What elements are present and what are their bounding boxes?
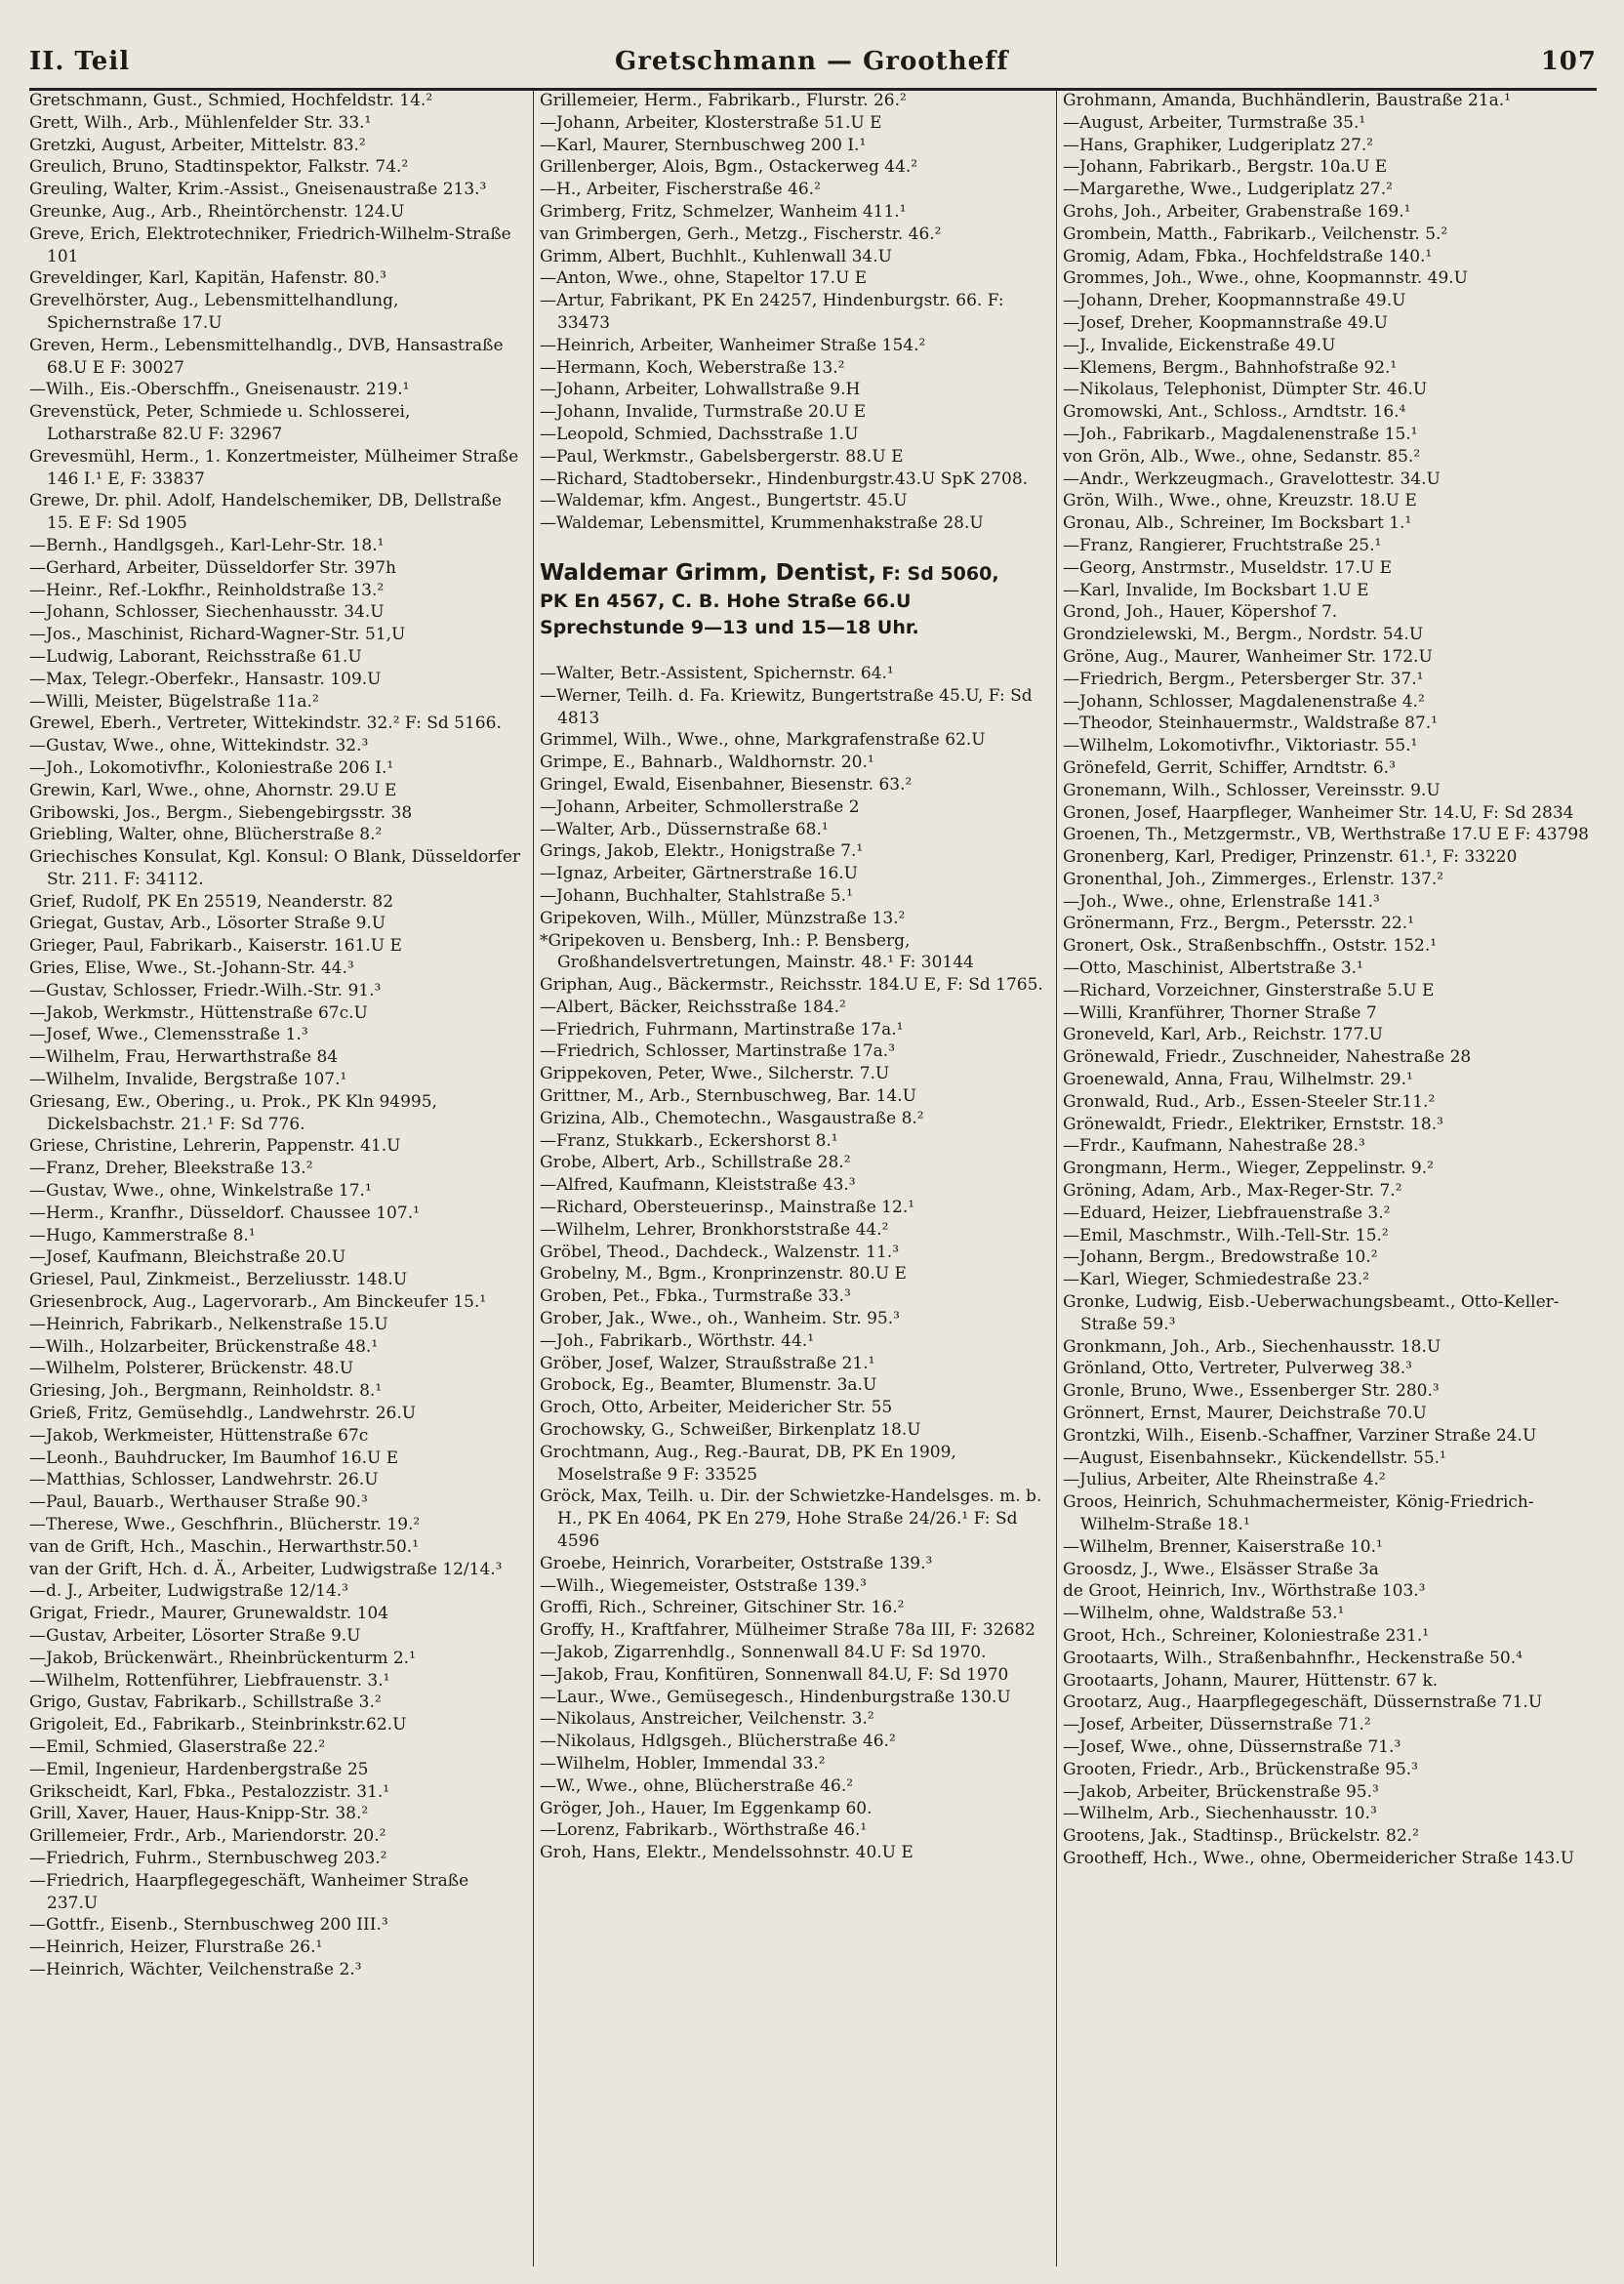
directory-entry: Gringel, Ewald, Eisenbahner, Biesenstr. 63.² [540, 774, 913, 795]
directory-entry: Grootaarts, Johann, Maurer, Hüttenstr. 67 k. [1063, 1670, 1439, 1691]
column-1 [29, 90, 523, 2266]
directory-entry: —Johann, Schlosser, Magdalenenstraße 4.² [1063, 691, 1425, 712]
directory-entry: Grett, Wilh., Arb., Mühlenfelder Str. 33.¹ [29, 112, 372, 133]
directory-entry: Grigo, Gustav, Fabrikarb., Schillstraße 3.² [29, 1693, 382, 1713]
ad-address: PK En 4567, C. B. Hohe Straße 66.U [540, 590, 912, 612]
directory-entry: —Margarethe, Wwe., Ludgeriplatz 27.² [1063, 180, 1393, 200]
directory-entry: —Joh., Fabrikarb., Wörthstr. 44.¹ [540, 1330, 815, 1351]
directory-entry: Grooten, Friedr., Arb., Brückenstraße 95.³ [1063, 1759, 1418, 1779]
page-range-title: Gretschmann — Grootheff [615, 47, 1009, 76]
directory-entry: Gröne, Aug., Maurer, Wanheimer Str. 172.U [1063, 646, 1433, 667]
directory-entry: Grizina, Alb., Chemotechn., Wasgaustraße 8.² [540, 1108, 924, 1128]
directory-entry: Greuling, Walter, Krim.-Assist., Gneisenaustraße 213.³ [29, 180, 487, 200]
directory-entry: Gröbel, Theod., Dachdeck., Walzenstr. 11.³ [540, 1242, 900, 1262]
directory-entry: —Nikolaus, Hdlgsgeh., Blücherstraße 46.² [540, 1732, 896, 1752]
directory-entry: —Joh., Fabrikarb., Magdalenenstraße 15.¹ [1063, 424, 1418, 444]
directory-entry: —Johann, Fabrikarb., Bergstr. 10a.U E [1063, 157, 1388, 178]
directory-entry: Groh, Hans, Elektr., Mendelssohnstr. 40.U E [540, 1843, 914, 1863]
directory-entry: Grönewaldt, Friedr., Elektriker, Ernststr. 18.³ [1063, 1114, 1443, 1134]
directory-entry: —Emil, Schmied, Glaserstraße 22.² [29, 1736, 326, 1757]
directory-entry: —Willi, Kranführer, Thorner Straße 7 [1063, 1002, 1377, 1023]
directory-entry: Grillemeier, Frdr., Arb., Mariendorstr. 20.² [29, 1826, 386, 1847]
directory-entry: —d. J., Arbeiter, Ludwigstraße 12/14.³ [29, 1581, 348, 1602]
directory-entry: —Georg, Anstrmstr., Museldstr. 17.U E [1063, 557, 1393, 578]
directory-entry: —Jakob, Zigarrenhdlg., Sonnenwall 84.U F: Sd 1970. [540, 1643, 987, 1662]
directory-entry: —Johann, Invalide, Turmstraße 20.U E [540, 402, 867, 423]
directory-entry: —Joh., Wwe., ohne, Erlenstraße 141.³ [1063, 891, 1380, 912]
directory-entry: Griegat, Gustav, Arb., Lösorter Straße 9.U [29, 914, 386, 934]
directory-entry: —Wilhelm, Arb., Siechenhausstr. 10.³ [1063, 1804, 1377, 1824]
directory-entry: Griesing, Joh., Bergmann, Reinholdstr. 8.¹ [29, 1381, 383, 1402]
directory-entry: —Hugo, Kammerstraße 8.¹ [29, 1225, 256, 1245]
directory-entry: —Wilhelm, Lehrer, Bronkhorststraße 44.² [540, 1219, 889, 1240]
directory-entry: Gröning, Adam, Arb., Max-Reger-Str. 7.² [1063, 1181, 1402, 1202]
directory-entry: —Andr., Werkzeugmach., Gravelottestr. 34.U [1063, 469, 1441, 489]
directory-entry: van de Grift, Hch., Maschin., Herwarthstr.50.¹ [29, 1536, 420, 1557]
directory-entry: Gröber, Josef, Walzer, Straußstraße 21.¹ [540, 1353, 875, 1373]
directory-entry: Griechisches Konsulat, Kgl. Konsul: O Blank, Düsseldorfer Str. 211. F: 34112. [29, 847, 521, 889]
directory-entry: Grimberg, Fritz, Schmelzer, Wanheim 411.¹ [540, 201, 907, 222]
directory-entry: —Gustav, Schlosser, Friedr.-Wilh.-Str. 91.³ [29, 980, 382, 1000]
directory-entry: Grewe, Dr. phil. Adolf, Handelschemiker, DB, Dellstraße 15. E F: Sd 1905 [29, 491, 502, 534]
directory-entry: —Heinr., Ref.-Lokfhr., Reinholdstraße 13.² [29, 580, 385, 600]
directory-entry: Grochtmann, Aug., Reg.-Baurat, DB, PK En 1909, Moselstraße 9 F: 33525 [540, 1442, 956, 1485]
directory-entry: Gretzki, August, Arbeiter, Mittelstr. 83.² [29, 135, 366, 155]
directory-entry: —Friedrich, Bergm., Petersberger Str. 37.¹ [1063, 669, 1424, 689]
directory-entry: Gries, Elise, Wwe., St.-Johann-Str. 44.³ [29, 958, 354, 979]
directory-entry: —Werner, Teilh. d. Fa. Kriewitz, Bungertstraße 45.U, F: Sd 4813 [540, 685, 1033, 728]
directory-entry: Grobelny, M., Bgm., Kronprinzenstr. 80.U E [540, 1264, 907, 1285]
directory-entry: —Emil, Maschmstr., Wilh.-Tell-Str. 15.² [1063, 1225, 1389, 1245]
directory-entry: —Jakob, Werkmeister, Hüttenstraße 67c [29, 1425, 369, 1446]
directory-entry: —Therese, Wwe., Geschfhrin., Blücherstr. 19.² [29, 1515, 421, 1534]
directory-entry: —Wilhelm, Brenner, Kaiserstraße 10.¹ [1063, 1536, 1383, 1557]
directory-entry: —Frdr., Kaufmann, Nahestraße 28.³ [1063, 1136, 1365, 1157]
directory-entry: —Herm., Kranfhr., Düsseldorf. Chaussee 107.¹ [29, 1203, 420, 1223]
directory-entry: Gronle, Bruno, Wwe., Essenberger Str. 280.³ [1063, 1381, 1440, 1402]
directory-entry: Grimm, Albert, Buchhlt., Kuhlenwall 34.U [540, 246, 892, 266]
directory-entry: —Wilh., Holzarbeiter, Brückenstraße 48.¹ [29, 1336, 379, 1357]
directory-entry: Grimpe, E., Bahnarb., Waldhornstr. 20.¹ [540, 753, 874, 773]
directory-entry: —Waldemar, Lebensmittel, Krummenhakstraße 28.U [540, 513, 984, 534]
directory-entry: Grobock, Eg., Beamter, Blumenstr. 3a.U [540, 1375, 877, 1396]
directory-entry: Grochowsky, G., Schweißer, Birkenplatz 18.U [540, 1420, 921, 1441]
directory-entry: Grönland, Otto, Vertreter, Pulverweg 38.³ [1063, 1359, 1412, 1379]
directory-entry: Grevenstück, Peter, Schmiede u. Schlosserei, Lotharstraße 82.U F: 32967 [29, 402, 411, 444]
directory-entry: Grootaarts, Wilh., Straßenbahnfhr., Heckenstraße 50.⁴ [1063, 1648, 1522, 1668]
page-number: 107 [1540, 47, 1597, 76]
directory-entry: Grönnert, Ernst, Maurer, Deichstraße 70.U [1063, 1404, 1427, 1424]
directory-entry: Groenen, Th., Metzgermstr., VB, Werthstraße 17.U E F: 43798 [1063, 825, 1589, 845]
section-label: II. Teil [29, 47, 131, 76]
directory-entry: Gretschmann, Gust., Schmied, Hochfeldstr. 14.² [29, 91, 433, 110]
directory-entry: —Heinrich, Fabrikarb., Nelkenstraße 15.U [29, 1314, 388, 1334]
directory-entry: Grobe, Albert, Arb., Schillstraße 28.² [540, 1153, 851, 1173]
directory-entry: —Gustav, Wwe., ohne, Wittekindstr. 32.³ [29, 736, 369, 756]
directory-entry: Gronemann, Wilh., Schlosser, Vereinsstr. 9.U [1063, 780, 1441, 800]
directory-entry: —Paul, Bauarb., Werthauser Straße 90.³ [29, 1492, 368, 1513]
directory-entry: Groffi, Rich., Schreiner, Gitschiner Str. 16.² [540, 1598, 905, 1618]
directory-entry: —Leopold, Schmied, Dachsstraße 1.U [540, 424, 859, 444]
directory-entry: Greven, Herm., Lebensmittelhandlg., DVB, Hansastraße 68.U E F: 30027 [29, 335, 504, 378]
directory-entry: —Wilh., Wiegemeister, Oststraße 139.³ [540, 1575, 867, 1596]
directory-entry: Grober, Jak., Wwe., oh., Wanheim. Str. 95.³ [540, 1309, 900, 1329]
directory-entry: —Ludwig, Laborant, Reichsstraße 61.U [29, 646, 362, 667]
directory-entry: Groosdz, J., Wwe., Elsässer Straße 3a [1063, 1559, 1379, 1579]
directory-entry: —Richard, Vorzeichner, Ginsterstraße 5.U E [1063, 980, 1435, 1000]
directory-entry: —Lorenz, Fabrikarb., Wörthstraße 46.¹ [540, 1820, 868, 1841]
directory-entry: —Johann, Arbeiter, Schmollerstraße 2 [540, 796, 860, 817]
directory-entry: Grommes, Joh., Wwe., ohne, Koopmannstr. 49.U [1063, 268, 1469, 289]
directory-entry: —Leonh., Bauhdrucker, Im Baumhof 16.U E [29, 1448, 399, 1468]
directory-entry: —Laur., Wwe., Gemüsegesch., Hindenburgstraße 130.U [540, 1687, 1011, 1707]
directory-entry: —Josef, Kaufmann, Bleichstraße 20.U [29, 1247, 346, 1268]
directory-entry: Grigat, Friedr., Maurer, Grunewaldstr. 104 [29, 1604, 389, 1624]
directory-entry: Grombein, Matth., Fabrikarb., Veilchenstr. 5.² [1063, 224, 1448, 244]
directory-entry: Grongmann, Herm., Wieger, Zeppelinstr. 9.² [1063, 1159, 1434, 1179]
directory-entry: —Wilhelm, Polsterer, Brückenstr. 48.U [29, 1359, 354, 1379]
page-header [29, 45, 1597, 91]
directory-entry: —Gerhard, Arbeiter, Düsseldorfer Str. 397h [29, 557, 397, 578]
directory-entry: —Jakob, Frau, Konfitüren, Sonnenwall 84.U, F: Sd 1970 [540, 1664, 1009, 1685]
directory-entry: Grill, Xaver, Hauer, Haus-Knipp-Str. 38.² [29, 1804, 369, 1824]
directory-entry: Griese, Christine, Lehrerin, Pappenstr. 41.U [29, 1136, 401, 1157]
directory-entry: —Albert, Bäcker, Reichsstraße 184.² [540, 997, 846, 1017]
directory-entry: —Johann, Schlosser, Siechenhausstr. 34.U [29, 602, 385, 623]
directory-entry: —Ignaz, Arbeiter, Gärtnerstraße 16.U [540, 864, 858, 884]
dentist-advertisement [540, 560, 1051, 641]
directory-entry: —Jakob, Werkmstr., Hüttenstraße 67c.U [29, 1002, 368, 1023]
directory-entry: —Wilhelm, Rottenführer, Liebfrauenstr. 3.¹ [29, 1670, 390, 1691]
directory-entry: Grieß, Fritz, Gemüsehdlg., Landwehrstr. 26.U [29, 1404, 417, 1424]
directory-entry: Grillemeier, Herm., Fabrikarb., Flurstr. 26.² [540, 91, 907, 110]
directory-entry: Gromowski, Ant., Schloss., Arndtstr. 16.⁴ [1063, 402, 1406, 423]
directory-entry: Grootarz, Aug., Haarpflegegeschäft, Düssernstraße 71.U [1063, 1693, 1543, 1713]
directory-entry: Gripekoven, Wilh., Müller, Münzstraße 13.² [540, 908, 906, 928]
directory-entry: —Nikolaus, Anstreicher, Veilchenstr. 3.² [540, 1709, 874, 1730]
directory-entry: —Waldemar, kfm. Angest., Bungertstr. 45.U [540, 491, 908, 511]
directory-entry: —Franz, Dreher, Bleekstraße 13.² [29, 1159, 313, 1179]
directory-entry: Grittner, M., Arb., Sternbuschweg, Bar. 14.U [540, 1086, 916, 1107]
directory-entry: van Grimbergen, Gerh., Metzg., Fischerstr. 46.² [540, 224, 942, 244]
directory-entry: —August, Eisenbahnsekr., Kückendellstr. 55.¹ [1063, 1448, 1446, 1468]
directory-entry: Grond, Joh., Hauer, Köpershof 7. [1063, 602, 1338, 623]
directory-entry: Grippekoven, Peter, Wwe., Silcherstr. 7.U [540, 1064, 890, 1084]
directory-entry: —Jos., Maschinist, Richard-Wagner-Str. 51,U [29, 625, 406, 645]
directory-entry: —Franz, Rangierer, Fruchtstraße 25.¹ [1063, 535, 1382, 555]
directory-entry: —Josef, Wwe., Clemensstraße 1.³ [29, 1025, 308, 1045]
column-2 [533, 90, 1051, 2266]
directory-entry: —Karl, Wieger, Schmiedestraße 23.² [1063, 1270, 1370, 1290]
directory-entry: de Groot, Heinrich, Inv., Wörthstraße 103.³ [1063, 1581, 1426, 1602]
columns [29, 90, 1597, 2266]
directory-entry: Gronke, Ludwig, Eisb.-Ueberwachungsbeamt., Otto-Keller-Straße 59.³ [1063, 1292, 1560, 1334]
directory-entry: —Jakob, Brückenwärt., Rheinbrückenturm 2.¹ [29, 1648, 416, 1668]
directory-entry: —Eduard, Heizer, Liebfrauenstraße 3.² [1063, 1203, 1391, 1223]
directory-entry: Grondzielewski, M., Bergm., Nordstr. 54.U [1063, 625, 1424, 645]
directory-entry: Grimmel, Wilh., Wwe., ohne, Markgrafenstraße 62.U [540, 730, 986, 751]
directory-entry: —Wilhelm, Invalide, Bergstraße 107.¹ [29, 1070, 347, 1090]
directory-entry: Groot, Hch., Schreiner, Koloniestraße 231.¹ [1063, 1625, 1430, 1646]
directory-entry: —Johann, Dreher, Koopmannstraße 49.U [1063, 291, 1406, 311]
directory-entry: van der Grift, Hch. d. Ä., Arbeiter, Ludwigstraße 12/14.³ [29, 1559, 503, 1579]
directory-entry: Gronen, Josef, Haarpfleger, Wanheimer Str. 14.U, F: Sd 2834 [1063, 802, 1574, 823]
directory-entry: von Grön, Alb., Wwe., ohne, Sedanstr. 85.² [1063, 446, 1421, 467]
directory-entry: Groos, Heinrich, Schuhmachermeister, König-Friedrich-Wilhelm-Straße 18.¹ [1063, 1492, 1534, 1534]
directory-entry: —Josef, Dreher, Koopmannstraße 49.U [1063, 312, 1388, 333]
directory-entry: Grief, Rudolf, PK En 25519, Neanderstr. 82 [29, 891, 394, 912]
directory-entry: —Gustav, Arbeiter, Lösorter Straße 9.U [29, 1625, 361, 1646]
directory-entry: —Friedrich, Fuhrmann, Martinstraße 17a.¹ [540, 1019, 904, 1040]
directory-entry: Grohs, Joh., Arbeiter, Grabenstraße 169.¹ [1063, 201, 1411, 222]
directory-entry: —Karl, Maurer, Sternbuschweg 200 I.¹ [540, 135, 867, 155]
directory-entry: —Hermann, Koch, Weberstraße 13.² [540, 357, 845, 378]
directory-entry: —Alfred, Kaufmann, Kleiststraße 43.³ [540, 1175, 856, 1196]
directory-entry: Groffy, H., Kraftfahrer, Mülheimer Straße 78a III, F: 32682 [540, 1620, 1035, 1641]
directory-entry: Gronwald, Rud., Arb., Essen-Steeler Str.11.² [1063, 1091, 1436, 1112]
directory-entry: Gröger, Joh., Hauer, Im Eggenkamp 60. [540, 1798, 873, 1818]
directory-entry: —Johann, Bergm., Bredowstraße 10.² [1063, 1247, 1378, 1268]
directory-entry: —Josef, Wwe., ohne, Düssernstraße 71.³ [1063, 1736, 1401, 1757]
directory-entry: —Gottfr., Eisenb., Sternbuschweg 200 III.³ [29, 1915, 388, 1936]
directory-entry: —Richard, Obersteuerinsp., Mainstraße 12.¹ [540, 1198, 915, 1218]
directory-entry: —Johann, Arbeiter, Lohwallstraße 9.H [540, 380, 861, 400]
directory-entry: Griebling, Walter, ohne, Blücherstraße 8.² [29, 825, 383, 845]
directory-entry: Grieger, Paul, Fabrikarb., Kaiserstr. 161.U E [29, 936, 402, 957]
directory-entry: Greve, Erich, Elektrotechniker, Friedrich-Wilhelm-Straße 101 [29, 224, 511, 266]
directory-entry: Grönermann, Frz., Bergm., Petersstr. 22.¹ [1063, 914, 1414, 934]
directory-entry: Grevesmühl, Herm., 1. Konzertmeister, Mülheimer Straße 146 I.¹ E, F: 33837 [29, 446, 519, 489]
directory-entry: —Artur, Fabrikant, PK En 24257, Hindenburgstr. 66. F: 33473 [540, 291, 1004, 333]
directory-entry: —Otto, Maschinist, Albertstraße 3.¹ [1063, 958, 1363, 979]
directory-entry: —Willi, Meister, Bügelstraße 11a.² [29, 691, 319, 712]
directory-entry: —Friedrich, Haarpflegegeschäft, Wanheimer Straße 237.U [29, 1870, 469, 1913]
directory-entry: —Heinrich, Arbeiter, Wanheimer Straße 154.² [540, 335, 926, 355]
directory-entry: —Matthias, Schlosser, Landwehrstr. 26.U [29, 1470, 379, 1490]
directory-entry: —Hans, Graphiker, Ludgeriplatz 27.² [1063, 135, 1374, 155]
directory-entry: —H., Arbeiter, Fischerstraße 46.² [540, 180, 821, 200]
directory-entry: Griesel, Paul, Zinkmeist., Berzeliusstr. 148.U [29, 1270, 408, 1290]
directory-entry: Grönefeld, Gerrit, Schiffer, Arndtstr. 6.³ [1063, 757, 1396, 778]
directory-entry: Grootens, Jak., Stadtinsp., Brückelstr. 82.² [1063, 1826, 1419, 1847]
directory-entry: Grings, Jakob, Elektr., Honigstraße 7.¹ [540, 841, 864, 862]
directory-entry: —Wilh., Eis.-Oberschffn., Gneisenaustr. 219.¹ [29, 380, 410, 400]
directory-entry: Grönewald, Friedr., Zuschneider, Nahestraße 28 [1063, 1047, 1472, 1068]
directory-entry: *Gripekoven u. Bensberg, Inh.: P. Bensberg, Großhandelsvertretungen, Mainstr. 48.¹ F: 30144 [540, 930, 974, 973]
directory-entry: —Bernh., Handlgsgeh., Karl-Lehr-Str. 18.¹ [29, 535, 385, 555]
ad-name: Waldemar Grimm, Dentist, [540, 559, 876, 586]
directory-entry: Griphan, Aug., Bäckermstr., Reichsstr. 184.U E, F: Sd 1765. [540, 975, 1043, 996]
directory-entry: —Friedrich, Schlosser, Martinstraße 17a.³ [540, 1041, 896, 1062]
directory-entry: —Wilhelm, Frau, Herwarthstraße 84 [29, 1047, 339, 1068]
directory-entry: —Heinrich, Wächter, Veilchenstraße 2.³ [29, 1959, 362, 1979]
directory-entry: Gronenthal, Joh., Zimmerges., Erlenstr. 137.² [1063, 869, 1444, 889]
directory-entry: —Johann, Arbeiter, Klosterstraße 51.U E [540, 112, 882, 133]
directory-entry: Grigoleit, Ed., Fabrikarb., Steinbrinkstr.62.U [29, 1715, 407, 1735]
directory-entry: —August, Arbeiter, Turmstraße 35.¹ [1063, 112, 1366, 133]
directory-entry: Gribowski, Jos., Bergm., Siebengebirgsstr. 38 [29, 802, 413, 823]
directory-entry: —Wilhelm, Hobler, Immendal 33.² [540, 1753, 826, 1774]
directory-entry: —Emil, Ingenieur, Hardenbergstraße 25 [29, 1759, 369, 1779]
directory-entry: Greunke, Aug., Arb., Rheintörchenstr. 124.U [29, 201, 405, 222]
directory-entry: —Johann, Buchhalter, Stahlstraße 5.¹ [540, 885, 853, 906]
directory-entry: —Friedrich, Fuhrm., Sternbuschweg 203.² [29, 1848, 387, 1868]
directory-entry: Grewel, Eberh., Vertreter, Wittekindstr. 32.² F: Sd 5166. [29, 714, 502, 734]
directory-entry: Gromig, Adam, Fbka., Hochfeldstraße 140.¹ [1063, 246, 1433, 266]
directory-entry: Griesenbrock, Aug., Lagervorarb., Am Binckeufer 15.¹ [29, 1292, 487, 1313]
directory-entry: Gronenberg, Karl, Prediger, Prinzenstr. 61.¹, F: 33220 [1063, 847, 1518, 868]
directory-entry: —Richard, Stadtobersekr., Hindenburgstr.43.U SpK 2708. [540, 469, 1029, 489]
directory-entry: Groben, Pet., Fbka., Turmstraße 33.³ [540, 1286, 851, 1307]
directory-entry: Grön, Wilh., Wwe., ohne, Kreuzstr. 18.U E [1063, 491, 1417, 511]
directory-entry: —Josef, Arbeiter, Düssernstraße 71.² [1063, 1715, 1371, 1735]
directory-entry: —Walter, Betr.-Assistent, Spichernstr. 64.¹ [540, 663, 894, 683]
directory-entry: Gronkmann, Joh., Arb., Siechenhausstr. 18.U [1063, 1336, 1441, 1357]
directory-entry: Griesang, Ew., Obering., u. Prok., PK Kln 94995, Dickelsbachstr. 21.¹ F: Sd 776. [29, 1091, 437, 1134]
directory-entry: Gronau, Alb., Schreiner, Im Bocksbart 1.¹ [1063, 513, 1412, 534]
column-3 [1056, 90, 1598, 2266]
directory-entry: —Wilhelm, Lokomotivfhr., Viktoriastr. 55.¹ [1063, 736, 1418, 756]
directory-entry: Groebe, Heinrich, Vorarbeiter, Oststraße 139.³ [540, 1553, 933, 1573]
directory-entry: —Julius, Arbeiter, Alte Rheinstraße 4.² [1063, 1470, 1386, 1490]
directory-entry: —Max, Telegr.-Oberfekr., Hansastr. 109.U [29, 669, 382, 689]
directory-entry: Greveldinger, Karl, Kapitän, Hafenstr. 80.³ [29, 268, 386, 289]
directory-entry: Greulich, Bruno, Stadtinspektor, Falkstr. 74.² [29, 157, 409, 178]
directory-entry: —Heinrich, Heizer, Flurstraße 26.¹ [29, 1937, 323, 1958]
directory-entry: —Joh., Lokomotivfhr., Koloniestraße 206 I.¹ [29, 757, 394, 778]
directory-entry: —Franz, Stukkarb., Eckershorst 8.¹ [540, 1130, 838, 1151]
ad-hours: Sprechstunde 9—13 und 15—18 Uhr. [540, 616, 919, 638]
directory-entry: Grillenberger, Alois, Bgm., Ostackerweg 44.² [540, 157, 918, 178]
directory-entry: Grewin, Karl, Wwe., ohne, Ahornstr. 29.U E [29, 780, 397, 800]
directory-entry: —J., Invalide, Eickenstraße 49.U [1063, 335, 1336, 355]
directory-entry: Grontzki, Wilh., Eisenb.-Schaffner, Varziner Straße 24.U [1063, 1425, 1537, 1446]
directory-entry: Gröck, Max, Teilh. u. Dir. der Schwietzke-Handelsges. m. b. H., PK En 4064, PK En 279, Hohe Straße 24/26.¹ F: Sd 4596 [540, 1487, 1042, 1552]
directory-entry: Groenewald, Anna, Frau, Wilhelmstr. 29.¹ [1063, 1070, 1413, 1090]
directory-entry: Groch, Otto, Arbeiter, Meidericher Str. 55 [540, 1398, 893, 1418]
directory-entry: Groneveld, Karl, Arb., Reichstr. 177.U [1063, 1025, 1384, 1045]
directory-entry: —Anton, Wwe., ohne, Stapeltor 17.U E [540, 268, 868, 289]
directory-entry: Grevelhörster, Aug., Lebensmittelhandlung, Spichernstraße 17.U [29, 291, 399, 333]
directory-entry: —Jakob, Arbeiter, Brückenstraße 95.³ [1063, 1781, 1379, 1802]
directory-entry: —W., Wwe., ohne, Blücherstraße 46.² [540, 1775, 854, 1796]
directory-entry: —Klemens, Bergm., Bahnhofstraße 92.¹ [1063, 357, 1398, 378]
ad-phone: F: Sd 5060, [881, 562, 999, 585]
directory-entry: Grikscheidt, Karl, Fbka., Pestalozzistr. 31.¹ [29, 1781, 390, 1802]
directory-entry: Gronert, Osk., Straßenbschffn., Oststr. 152.¹ [1063, 936, 1438, 957]
directory-entry: —Walter, Arb., Düssernstraße 68.¹ [540, 819, 829, 839]
directory-entry: Grootheff, Hch., Wwe., ohne, Obermeidericher Straße 143.U [1063, 1848, 1575, 1868]
directory-entry: Grohmann, Amanda, Buchhändlerin, Baustraße 21a.¹ [1063, 91, 1511, 110]
directory-entry: —Paul, Werkmstr., Gabelsbergerstr. 88.U E [540, 446, 904, 467]
directory-entry: —Theodor, Steinhauermstr., Waldstraße 87.¹ [1063, 714, 1438, 734]
directory-entry: —Gustav, Wwe., ohne, Winkelstraße 17.¹ [29, 1181, 372, 1202]
directory-entry: —Karl, Invalide, Im Bocksbart 1.U E [1063, 580, 1369, 600]
directory-entry: —Nikolaus, Telephonist, Dümpter Str. 46.U [1063, 380, 1428, 400]
directory-entry: —Wilhelm, ohne, Waldstraße 53.¹ [1063, 1604, 1345, 1624]
